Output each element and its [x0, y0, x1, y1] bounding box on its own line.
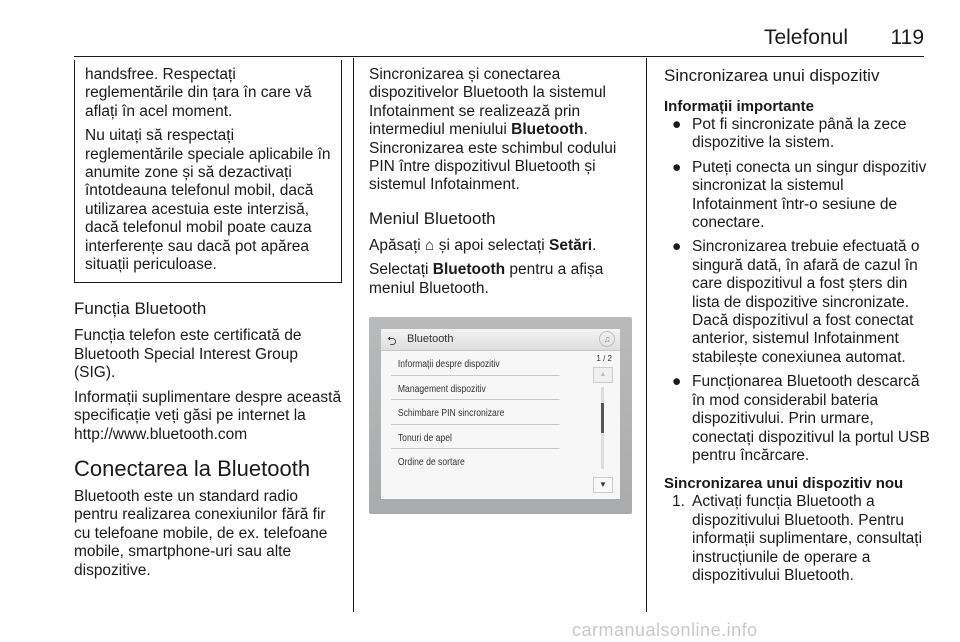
screen-menu-item: Ordine de sortare: [397, 457, 465, 468]
heading-functia-bluetooth: Funcția Bluetooth: [74, 299, 207, 319]
screen-menu-item: Tonuri de apel: [391, 425, 560, 450]
infotainment-screen-image: [369, 317, 632, 514]
screen-menu-item: Management dispozitiv: [391, 376, 560, 401]
bullet-icon: ●: [672, 116, 682, 133]
page-section-title: Telefonul: [763, 26, 848, 49]
paragraph: Selectați Bluetooth pentru a afișa meniul Bluetooth.: [369, 261, 604, 297]
column-right: [664, 66, 932, 585]
step-number: 1.: [672, 493, 685, 511]
back-icon: ⮌: [387, 334, 397, 348]
screen-menu-list: [391, 351, 587, 474]
heading-conectarea-bluetooth: Conectarea la Bluetooth: [74, 455, 311, 481]
screen-display: [381, 329, 620, 499]
screen-scrollbar: [601, 387, 604, 469]
heading-meniul-bluetooth: Meniul Bluetooth: [369, 208, 496, 228]
scroll-up-icon: ▲: [593, 367, 613, 383]
watermark: carmanualsonline.info: [572, 620, 758, 640]
list-item: ● Funcționarea Bluetooth descarcă în mod considerabil bateria dispozitivului. Prin urmare, conectați dispozitivul la portul USB pentru încărcare.: [672, 373, 930, 464]
menu-term-bluetooth: Bluetooth: [511, 121, 584, 139]
screen-page-indicator: 1 / 2: [596, 354, 612, 363]
menu-term-setari: Setări: [548, 236, 593, 254]
warning-paragraph: Nu uitați să respectați reglementările speciale aplicabile în anumite zone și să dezactivați întotdeauna telefonul mobil, dacă utilizarea acestuia este interzisă, dacă telefonul mobil poate cauza interferențe sau dacă pot apărea situații periculoase.: [85, 127, 331, 274]
bullet-icon: ●: [672, 238, 682, 256]
bullet-icon: ●: [672, 373, 682, 391]
screen-scrollbar-thumb: [601, 403, 604, 433]
screen-menu-item: Schimbare PIN sincronizare: [391, 400, 560, 425]
paragraph: Sincronizarea și conectarea dispozitivelor Bluetooth la sistemul Infotainment se realizează prin intermediul meniului Bluetooth. Sincronizarea este schimbul codului PIN între dispozitivul Bluetooth și sistemul Infotainment.: [369, 66, 617, 194]
page-number: 119: [890, 26, 924, 49]
subheading-informatii: Informații importante: [664, 98, 815, 115]
paragraph: Informații suplimentare despre această specificație veți găsi pe internet la http://www.bluetooth.com: [74, 388, 342, 443]
column-divider-right: [646, 58, 647, 612]
step-item: 1. Activați funcția Bluetooth a dispozitivului Bluetooth. Pentru informații suplimentare, consultați instrucțiunile de operare a dispozitivului Bluetooth.: [672, 493, 923, 584]
home-icon: ⌂: [425, 236, 435, 254]
subheading-dispozitiv-nou: Sincronizarea unui dispozitiv nou: [664, 475, 904, 493]
heading-sincronizarea: Sincronizarea unui dispozitiv: [664, 66, 880, 85]
screen-title: Bluetooth: [407, 333, 454, 345]
header-rule: [74, 56, 924, 57]
paragraph: Funcția telefon este certificată de Bluetooth Special Interest Group (SIG).: [74, 327, 302, 382]
list-item: ● Pot fi sincronizate până la zece dispozitive la sistem.: [672, 116, 907, 152]
menu-term-bluetooth: Bluetooth: [432, 261, 506, 279]
list-item: ● Sincronizarea trebuie efectuată o singură dată, în afară de cazul în care dispozitivul a fost șters din lista de dispozitive sincronizate. Dacă dispozitivul a fost conectat anterior, sistemul Infotainment stabilește conexiunea automat.: [672, 238, 920, 366]
paragraph: Bluetooth este un standard radio pentru realizarea conexiunilor fără fir cu telefoane mobile, de ex. telefoane mobile, smartphone-uri sau alte dispozitive.: [74, 487, 328, 579]
column-middle: [369, 66, 635, 298]
paragraph: Apăsați ⌂ și apoi selectați Setări.: [369, 236, 597, 254]
scroll-down-icon: ▼: [593, 477, 613, 493]
column-divider-left: [353, 58, 354, 612]
screen-menu-item: Informații despre dispozitiv: [391, 351, 560, 376]
music-note-icon: ♫: [599, 331, 615, 347]
warning-paragraph: handsfree. Respectați reglementările din țara în care vă aflați în acel moment.: [85, 66, 312, 120]
column-left: [74, 60, 342, 580]
list-item: ● Puteți conecta un singur dispozitiv sincronizat la sistemul Infotainment într-o sesiune de conectare.: [672, 158, 927, 232]
bullet-list: [664, 116, 932, 465]
warning-box: [74, 60, 342, 283]
bullet-icon: ●: [672, 158, 682, 176]
screen-title-bar: [381, 329, 620, 351]
step-list: [664, 493, 932, 585]
